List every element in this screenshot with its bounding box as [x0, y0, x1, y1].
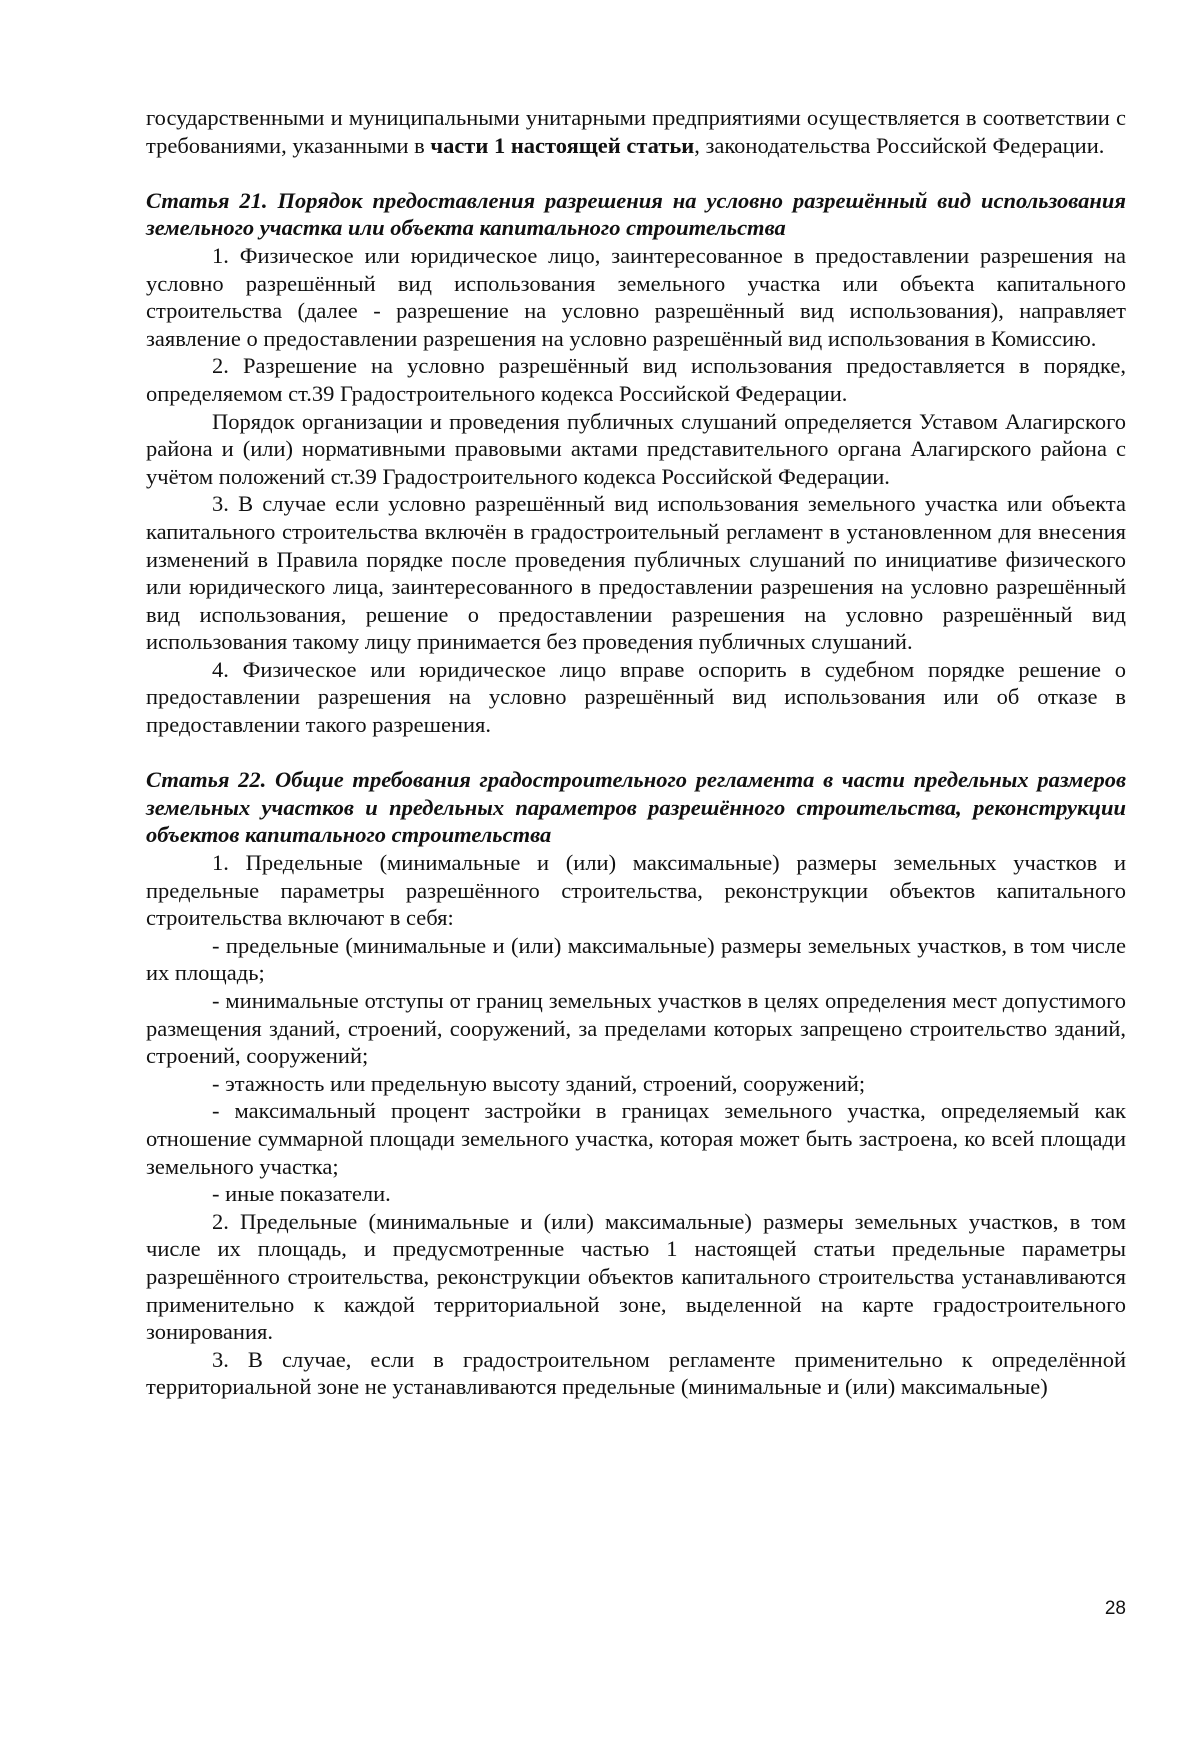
- article-21-paragraph-3: Порядок организации и проведения публичных слушаний определяется Уставом Алагирского района и (или) нормативными правовыми актами представительного органа Алагирского района с учётом положений ст.39 Градостроительного кодекса Российской Федерации.: [146, 408, 1126, 489]
- article-21-paragraph-4: 3. В случае если условно разрешённый вид использования земельного участка или объекта капитального строительства включён в градостроительный регламент в установленном для внесения изменений в Правила порядке после проведения публичных слушаний по инициативе физического или юридического лица, заинтересованного в предоставлении разрешения на условно разрешённый вид использования, решение о предоставлении разрешения на условно разрешённый вид использования такому лицу принимается без проведения публичных слушаний.: [146, 491, 1126, 655]
- article-22-paragraph-2: - предельные (минимальные и (или) максимальные) размеры земельных участков, в том числе их площадь;: [146, 932, 1126, 986]
- page-content: [146, 104, 1126, 1401]
- article-22-paragraph-1: 1. Предельные (минимальные и (или) максимальные) размеры земельных участков и предельные параметры разрешённого строительства, реконструкции объектов капитального строительства включают в себя:: [146, 850, 1126, 931]
- bold-reference: части 1 настоящей статьи: [430, 132, 695, 158]
- article-21-paragraph-2: 2. Разрешение на условно разрешённый вид использования предоставляется в порядке, определяемом ст.39 Градостроительного кодекса Российской Федерации.: [146, 353, 1126, 406]
- article-21-paragraph-1: 1. Физическое или юридическое лицо, заинтересованное в предоставлении разрешения на условно разрешённый вид использования земельного участка или объекта капитального строительства (далее - разрешение на условно разрешённый вид использования), направляет заявление о предоставлении разрешения на условно разрешённый вид использования в Комиссию.: [146, 242, 1126, 351]
- article-22-paragraph-7: 2. Предельные (минимальные и (или) максимальные) размеры земельных участков, в том числе их площадь, и предусмотренные частью 1 настоящей статьи предельные параметры разрешённого строительства, реконструкции объектов капитального строительства устанавливаются применительно к каждой территориальной зоне, выделенной на карте градостроительного зонирования.: [146, 1208, 1126, 1345]
- intro-paragraph: государственными и муниципальными унитарными предприятиями осуществляется в соответствии с требованиями, указанными в части 1 настоящей статьи, законодательства Российской Федерации.: [146, 105, 1126, 158]
- article-22-heading: Статья 22. Общие требования градостроительного регламента в части предельных размеров земельных участков и предельных параметров разрешённого строительства, реконструкции объектов капитального строительства: [146, 767, 1126, 848]
- spacer: [146, 739, 1126, 767]
- article-22-paragraph-4: - этажность или предельную высоту зданий, строений, сооружений;: [212, 1070, 866, 1096]
- article-22-paragraph-8: 3. В случае, если в градостроительном регламенте применительно к определённой территориальной зоне не устанавливаются предельные (минимальные и (или) максимальные): [146, 1346, 1126, 1400]
- article-22-paragraph-6: - иные показатели.: [212, 1181, 391, 1207]
- article-21-heading: Статья 21. Порядок предоставления разрешения на условно разрешённый вид использования земельного участка или объекта капитального строительства: [146, 187, 1126, 241]
- article-21-paragraph-5: 4. Физическое или юридическое лицо вправе оспорить в судебном порядке решение о предоставлении разрешения на условно разрешённый вид использования или об отказе в предоставлении такого разрешения.: [146, 656, 1126, 738]
- spacer: [146, 159, 1126, 187]
- page-number: 28: [1104, 1598, 1126, 1619]
- article-22-paragraph-5: - максимальный процент застройки в границах земельного участка, определяемый как отношение суммарной площади земельного участка, которая может быть застроена, ко всей площади земельного участка;: [146, 1098, 1126, 1179]
- article-22-paragraph-3: - минимальные отступы от границ земельных участков в целях определения мест допустимого размещения зданий, строений, сооружений, за пределами которых запрещено строительство зданий, строений, сооружений;: [146, 988, 1126, 1069]
